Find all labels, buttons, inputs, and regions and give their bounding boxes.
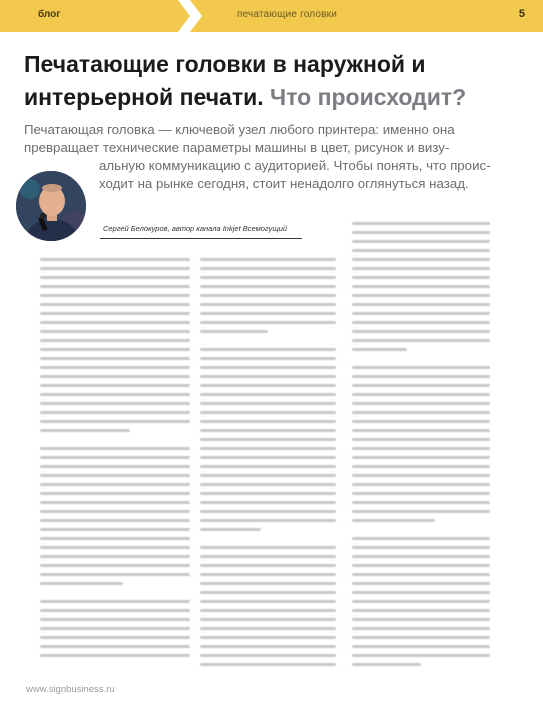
author-photo [16,171,86,241]
article-lead [24,121,495,193]
author-caption: Сергей Белокуров, автор канала Inkjet Всемогущий [103,224,288,233]
site-url[interactable]: www.signbusiness.ru [26,684,115,695]
article-title [24,48,524,114]
title-accent: Что происходит? [270,84,467,110]
body-column-2 [200,258,336,672]
topic-label[interactable]: печатающие головки [237,9,338,20]
body-column-3 [352,222,490,672]
header-bar [0,0,543,32]
body-column-1 [40,258,190,663]
lead-line: ходит на рынке сегодня, стоит ненадолго оглянуться назад. [99,176,469,191]
title-main: Печатающие головки в наружной и интерьерной печати. [24,51,426,110]
divider [100,238,302,239]
page-number: 5 [518,8,525,20]
lead-line: альную коммуникацию с аудиторией. Чтобы понять, что проис- [99,158,491,173]
lead-line: превращает технические параметры машины в цвет, рисунок и визу- [24,140,450,155]
section-label[interactable]: блог [38,9,61,20]
lead-line: Печатающая головка — ключевой узел любого принтера: именно она [24,122,455,137]
